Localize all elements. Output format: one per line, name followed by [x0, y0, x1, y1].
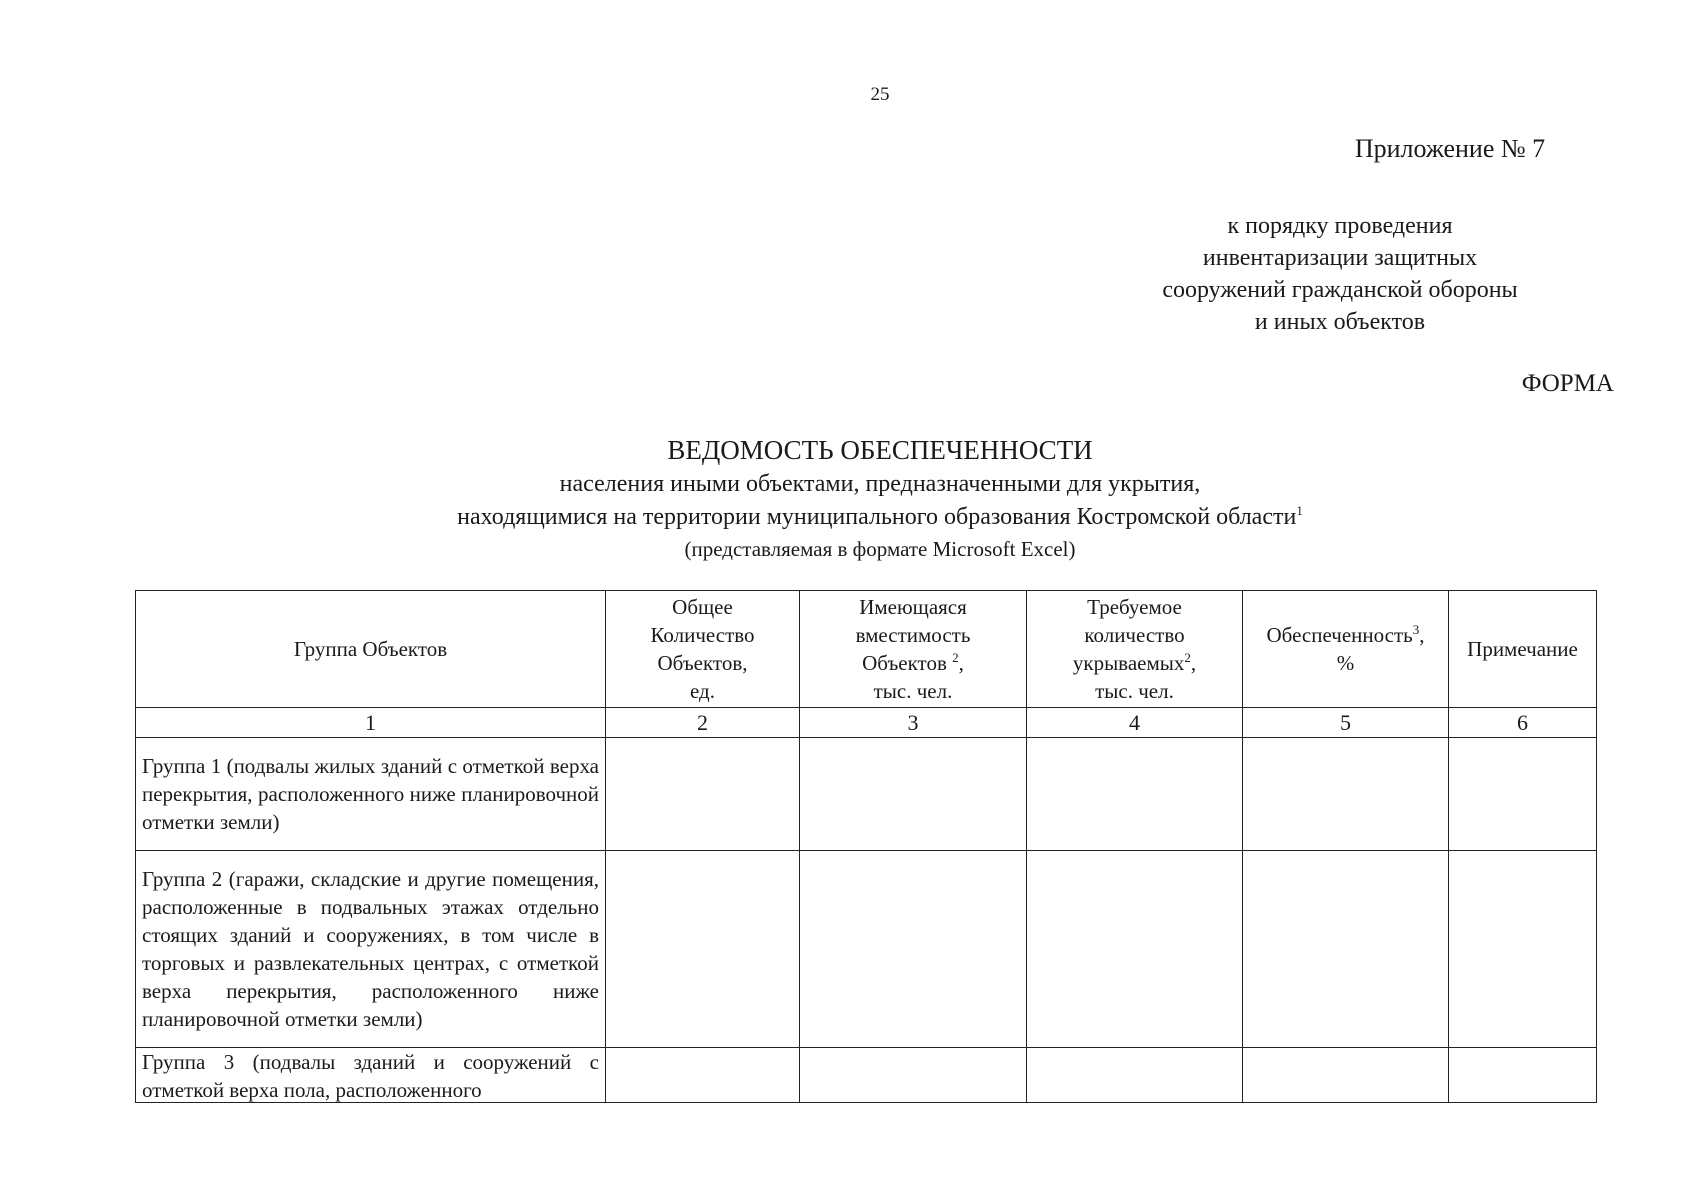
header-remark: [1449, 591, 1597, 708]
header-line: вместимость: [855, 623, 971, 647]
header-required: [1027, 591, 1243, 708]
header-line: [1249, 621, 1442, 649]
table-cell: [606, 851, 800, 1048]
table-cell: [1027, 851, 1243, 1048]
table-cell: [800, 851, 1027, 1048]
document-format-note: (представляемая в формате Microsoft Excel): [684, 537, 1076, 561]
document-subtitle-line: [0, 501, 1694, 534]
header-line: [806, 649, 1020, 677]
table-cell: [1027, 738, 1243, 851]
table-cell: [1243, 1048, 1449, 1103]
table-cell: [1449, 851, 1597, 1048]
appendix-subtitle-line: к порядку проведения: [1227, 213, 1453, 239]
appendix-title: Приложение № 7: [1354, 134, 1546, 163]
group-cell: Группа 1 (подвалы жилых зданий с отметкой верха перекрытия, расположенного ниже планировочной отметки земли): [136, 738, 606, 851]
table-cell: [1449, 738, 1597, 851]
column-number: 6: [1449, 708, 1597, 738]
header-text: ,: [1190, 651, 1197, 675]
table-header-row: [136, 591, 1597, 708]
header-line: [1033, 649, 1236, 677]
table-cell: [1243, 851, 1449, 1048]
group-cell-text: Группа 3 (подвалы зданий и сооружений с отметкой верха пола, расположенного: [142, 1050, 599, 1102]
header-line: %: [1336, 651, 1355, 675]
column-number: 2: [606, 708, 800, 738]
header-line: количество: [1084, 623, 1185, 647]
form-label: ФОРМА: [1521, 370, 1614, 397]
header-line: Количество: [650, 623, 755, 647]
footnote-marker: 2: [952, 650, 959, 665]
header-count: [606, 591, 800, 708]
column-number: 4: [1027, 708, 1243, 738]
header-line: Объектов,: [657, 651, 748, 675]
header-line: Требуемое: [1087, 595, 1182, 619]
header-line: Общее: [672, 595, 733, 619]
appendix-subtitle: [1120, 210, 1560, 338]
header-group: [136, 591, 606, 708]
table-row: [136, 851, 1597, 1048]
header-text: ,: [1419, 623, 1425, 647]
table-cell: [1027, 1048, 1243, 1103]
header-group-text: Группа Объектов: [293, 637, 448, 661]
header-line: тыс. чел.: [1095, 679, 1174, 703]
footnote-marker: 3: [1412, 622, 1420, 637]
column-number: 1: [136, 708, 606, 738]
header-provision: [1243, 591, 1449, 708]
column-number: 3: [800, 708, 1027, 738]
appendix-subtitle-line: и иных объектов: [1254, 309, 1426, 335]
header-text: укрываемых: [1072, 651, 1185, 675]
document-heading: [0, 432, 1694, 564]
page-number: 25: [870, 84, 890, 105]
column-number: 5: [1243, 708, 1449, 738]
appendix-subtitle-line: сооружений гражданской обороны: [1162, 277, 1518, 303]
header-line: Имеющаяся: [859, 595, 967, 619]
header-capacity: [800, 591, 1027, 708]
document-title: ВЕДОМОСТЬ ОБЕСПЕЧЕННОСТИ: [667, 435, 1093, 465]
footnote-marker: 1: [1296, 503, 1303, 518]
table-row: [136, 1048, 1597, 1103]
header-text: Объектов: [862, 651, 947, 675]
document-subtitle-text: находящимися на территории муниципального образования Костромской области: [457, 504, 1297, 530]
footnote-marker: 2: [1184, 650, 1191, 665]
header-line: ед.: [690, 679, 715, 703]
table-cell: [800, 1048, 1027, 1103]
group-cell: [136, 1048, 606, 1103]
table-cell: [606, 738, 800, 851]
table-cell: [1243, 738, 1449, 851]
document-subtitle-line: населения иными объектами, предназначенными для укрытия,: [559, 471, 1201, 497]
group-cell: Группа 2 (гаражи, складские и другие помещения, расположенные в подвальных этажах отдельно стоящих зданий и сооружениях, в том числе в торговых и развлекательных центрах, с отметкой верха перекрытия, расположенного ниже планировочной отметки земли): [136, 851, 606, 1048]
table-row: [136, 738, 1597, 851]
header-remark-text: Примечание: [1467, 637, 1578, 661]
header-text: ,: [958, 651, 964, 675]
header-text: Обеспеченность: [1266, 623, 1413, 647]
appendix-subtitle-line: инвентаризации защитных: [1202, 245, 1478, 271]
provision-table: [135, 590, 1597, 1103]
header-line: тыс. чел.: [873, 679, 953, 703]
table-cell: [606, 1048, 800, 1103]
table-cell: [1449, 1048, 1597, 1103]
column-number-row: [136, 708, 1597, 738]
table-cell: [800, 738, 1027, 851]
